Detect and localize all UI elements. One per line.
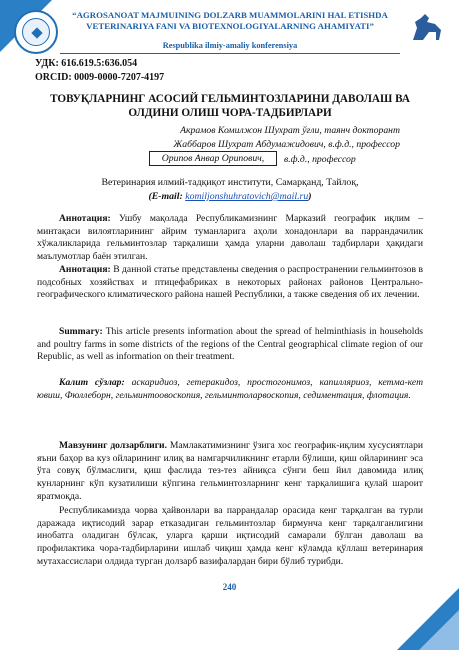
page-number: 240 [222, 582, 237, 592]
keywords-text: аскаридиоз, гетеракидоз, простогонимоз, капилляриоз, кетма-кет ювиш, Фюллеборн, гельминтоовоскопия, гельминтоларвоскопия, седиментация, флотация. [37, 377, 423, 401]
orcid-id: ORCID: 0009-0000-7207-4197 [35, 72, 165, 83]
affiliation: Ветеринария илмий-тадқиқот институти, Самарқанд, Тайлоқ, [101, 177, 359, 188]
university-logo-icon [14, 10, 58, 54]
summary-en [37, 326, 423, 364]
relevance-text: Мамлакатимизнинг ўзига хос географик-иқлим хусусиятлари яъни баҳор ва куз ойларининг илиқ ва намгарчиликнинг етарли бўлиши, қиш ойларининг эса ўта совуқ бўлмаслиги, қиш фаслида тез-тез айниқса сўнги беш йил давомида илиқ кунларнинг кўп кузатилиши кўпгина гельминтозларнинг кенг тарқалишига қулай шароит яратмоқда. [37, 440, 423, 502]
article-title: ТОВУҚЛАРНИНГ АСОСИЙ ГЕЛЬМИНТОЗЛАРИНИ ДАВОЛАШ ВА ОЛДИНИ ОЛИШ ЧОРА-ТАДБИРЛАРИ [50, 93, 410, 119]
annotation-uz [37, 213, 423, 264]
summary-text: This article presents information about the spread of helminthiasis in households and poultry farms in some districts of the regions of the Central geographical climate region of our Republic, as well as information on their treatment. [37, 326, 423, 363]
conference-subtitle: Respublika ilmiy-amaliy konferensiya [162, 41, 298, 50]
annotation-ru-label: Аннотация: [59, 264, 111, 275]
email-close: ) [308, 191, 312, 202]
author-1: Акрамов Комилжон Шухрат ўғли, таянч докторант [180, 125, 400, 136]
email-line [40, 191, 420, 202]
udk-code: УДК: 616.619.5:636.054 [35, 58, 138, 69]
annotation-ru-text: В данной статье представлены сведения о распространении гельминтозов в подсобных хозяйствах и птицефабриках в некоторых районах районов Центрально-географического климатического района нашей Республики, а также сведения об их лечении. [37, 264, 423, 301]
author-3-name-box: Орипов Анвар Орипович, [149, 151, 277, 166]
corner-decoration-bottom-right-light [419, 610, 459, 650]
annotation-uz-label: Аннотация: [59, 213, 111, 224]
conference-title: “AGROSANOAT MAJMUINING DOLZARB MUAMMOLARINI HAL ETISHDA VETERINARIYA FANI VA BIOTEXNOLOGIYALARNING AHAMIYATI” [72, 10, 388, 31]
summary-label: Summary: [59, 326, 103, 337]
author-2: Жаббаров Шухрат Абдумажидович, в.ф.д., профессор [173, 139, 400, 150]
header-divider [60, 53, 400, 54]
email-link[interactable]: komiljonshuhratovich@mail.ru [185, 191, 309, 202]
annotation-ru [37, 264, 423, 302]
horse-emblem-icon [407, 10, 447, 46]
relevance-label: Мавзунинг долзарблиги. [59, 440, 167, 451]
annotation-uz-text: Ушбу мақолада Республикамизнинг Марказий географик иқлим – минтақаси вилоятларининг айрим туманларига аҳоли хонадонлари ва паррандачилик хўжаликларида гельминтозлар тарқалиши ҳамда уларни даволаш тадбирлари ҳақидаги маълумотлар баён этилган. [37, 213, 423, 263]
keywords-label: Калит сўзлар: [59, 377, 125, 388]
author-3-degree: в.ф.д., профессор [284, 154, 356, 165]
body-paragraph: Республикамизда чорва ҳайвонлари ва паррандалар орасида кенг тарқалган ва турли даражада иқтисодий зарар етказадиган гельминтозлар бирмунча кенг тарқалганлигини инобатга оладиган бўлсак, уларга қарши иқтисодий самарали бўлган даволаш ва профилактика чора-тадбирларини ишлаб чиқиш ҳамда кенг кўламда қўллаш ветеринария мутахассислари олдида турган долзарб вазифалардан бири бўлиб турибди. [37, 505, 423, 567]
keywords [37, 377, 423, 402]
relevance-section [37, 440, 423, 504]
email-label: (E-mail: [148, 191, 186, 202]
